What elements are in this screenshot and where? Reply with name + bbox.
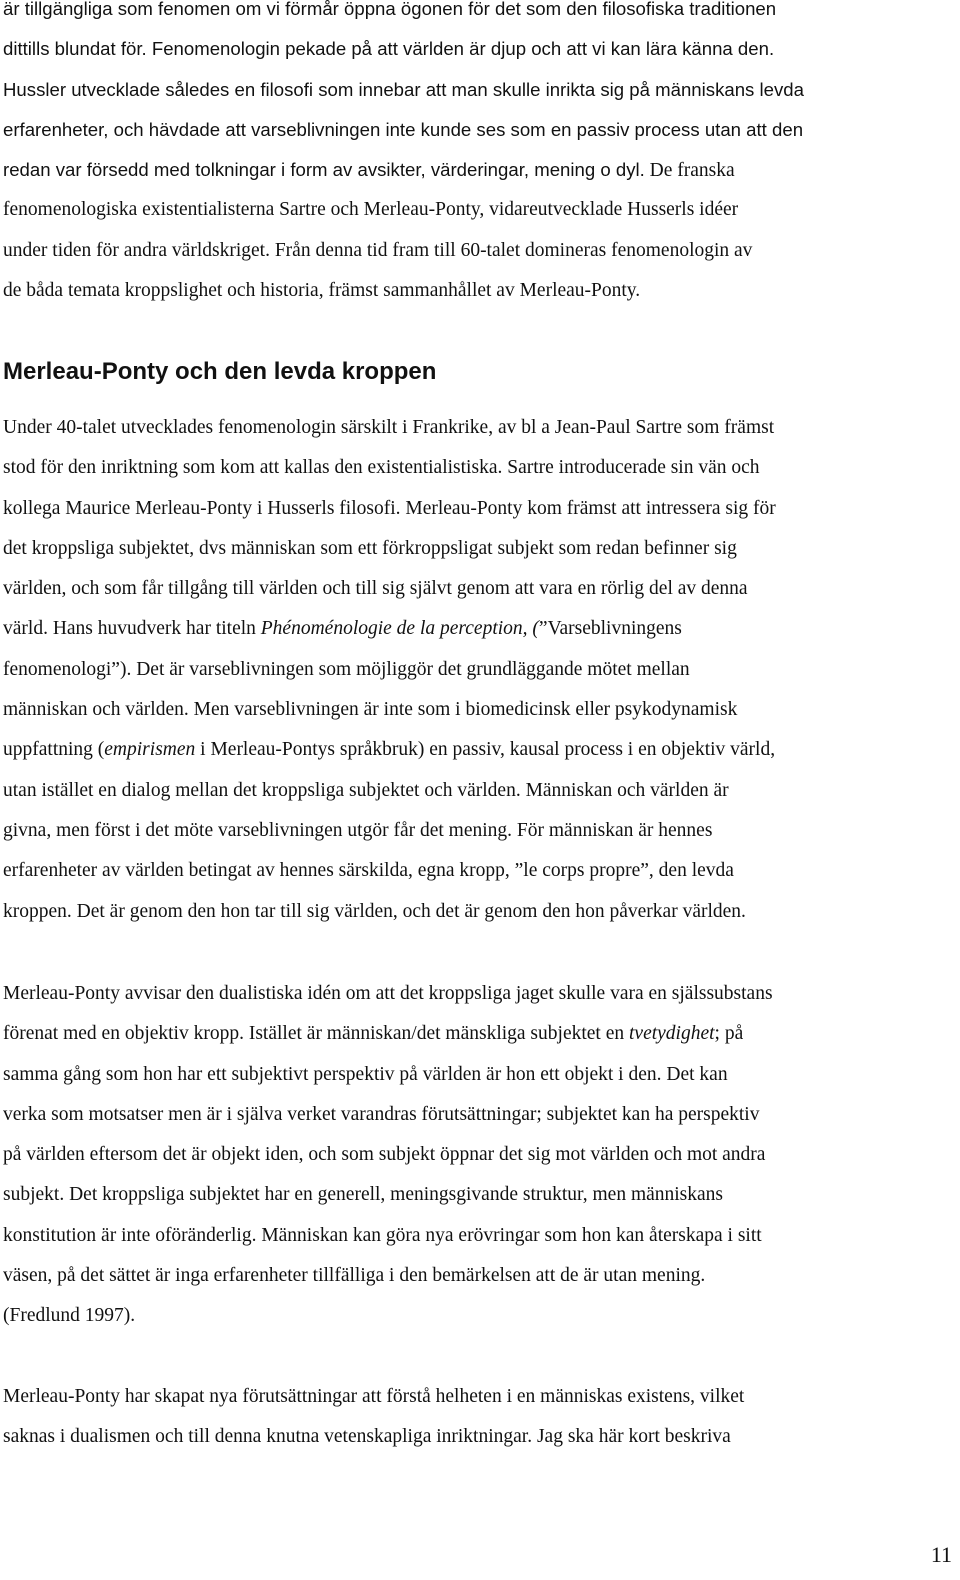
text-line: de båda temata kroppslighet och historia, främst sammanhållet av Merleau-Ponty. [3, 280, 641, 302]
text-line: fenomenologiska existentialisterna Sartre och Merleau-Ponty, vidareutvecklade Husserls idéer [3, 199, 739, 221]
text-line: erfarenheter, och hävdade att varseblivningen inte kunde ses som en passiv process utan att den [3, 118, 804, 140]
book-title: Phénoménologie de la perception, ( [260, 618, 539, 640]
italic-term: tvetydighet [629, 1023, 715, 1045]
text-line: utan istället en dialog mellan det kroppsliga subjektet och världen. Människan och världen är [3, 779, 729, 801]
text-run: De franska [649, 160, 735, 182]
text-line: verka som motsatser men är i själva verket varandras förutsättningar; subjektet kan ha perspektiv [3, 1103, 760, 1125]
text-line: under tiden för andra världskriget. Från denna tid fram till 60-talet domineras fenomenologin av [3, 239, 753, 261]
text-line: väsen, på det sättet är inga erfarenheter tillfälliga i den bemärkelsen att de är utan mening. [3, 1265, 706, 1287]
text-run: förenat med en objektiv kropp. Istället är människan/det mänskliga subjektet en [3, 1023, 629, 1045]
text-line: (Fredlund 1997). [3, 1305, 136, 1327]
text-run: ; på [714, 1023, 744, 1045]
text-line: samma gång som hon har ett subjektivt perspektiv på världen är hon ett objekt i den. Det kan [3, 1063, 728, 1085]
text-line: Hussler utvecklade således en filosofi som innebar att man skulle inrikta sig på människans levda [3, 78, 804, 100]
section-paragraph-2 [3, 974, 955, 1337]
text-line: kollega Maurice Merleau-Ponty i Husserls filosofi. Merleau-Ponty kom främst att intressera sig för [3, 497, 776, 519]
text-line: Merleau-Ponty avvisar den dualistiska idén om att det kroppsliga jaget skulle vara en själssubstans [3, 983, 773, 1004]
text-line: fenomenologi”). Det är varseblivningen som möjliggör det grundläggande mötet mellan [3, 658, 690, 680]
text-line [3, 609, 955, 649]
text-line: stod för den inriktning som kom att kallas den existentialistiska. Sartre introducerade sin vän och [3, 457, 760, 479]
italic-term: empirismen [104, 739, 196, 761]
intro-paragraph [3, 0, 955, 311]
section-paragraph-1 [3, 408, 955, 932]
text-line [3, 150, 955, 190]
text-run: ”Varseblivningens [538, 618, 682, 640]
text-line: Merleau-Ponty har skapat nya förutsättningar att förstå helheten i en människas existens, vilket [3, 1386, 745, 1407]
text-line: är tillgängliga som fenomen om vi förmår öppna ögonen för det som den filosofiska traditionen [3, 0, 777, 19]
text-run: redan var försedd med tolkningar i form av avsikter, värderingar, mening o dyl. [3, 159, 645, 181]
text-line [3, 1014, 955, 1054]
text-line: konstitution är inte oföränderlig. Människan kan göra nya erövringar som hon kan återskapa i sitt [3, 1224, 762, 1246]
text-line: subjekt. Det kroppsliga subjektet har en generell, meningsgivande struktur, men människans [3, 1184, 724, 1206]
section-paragraph-3 [3, 1377, 955, 1458]
text-line [3, 730, 955, 770]
text-line: dittills blundat för. Fenomenologin pekade på att världen är djup och att vi kan lära känna den. [3, 38, 775, 60]
text-line: på världen eftersom det är objekt iden, och som subjekt öppnar det sig mot världen och mot andra [3, 1144, 766, 1166]
text-line: saknas i dualismen och till denna knutna vetenskapliga inriktningar. Jag ska här kort beskriva [3, 1426, 731, 1448]
text-line: erfarenheter av världen betingat av hennes särskilda, egna kropp, ”le corps propre”, den levda [3, 860, 734, 882]
text-run: i Merleau-Pontys språkbruk) en passiv, kausal process i en objektiv värld, [195, 739, 776, 761]
section-heading: Merleau-Ponty och den levda kroppen [3, 358, 437, 385]
text-line: Under 40-talet utvecklades fenomenologin särskilt i Frankrike, av bl a Jean-Paul Sartre som främst [3, 417, 775, 438]
text-line: det kroppsliga subjektet, dvs människan som ett förkroppsligat subjekt som redan befinner sig [3, 537, 737, 559]
text-run: värld. Hans huvudverk har titeln [3, 618, 261, 640]
text-line: kroppen. Det är genom den hon tar till sig världen, och det är genom den hon påverkar världen. [3, 900, 746, 922]
text-line: människan och världen. Men varseblivningen är inte som i biomedicinsk eller psykodynamisk [3, 699, 738, 721]
text-line: världen, och som får tillgång till världen och till sig självt genom att vara en rörlig del av denna [3, 578, 748, 600]
page-number: 11 [930, 1542, 952, 1567]
text-line: givna, men först i det möte varseblivningen utgör får det mening. För människan är hennes [3, 819, 713, 841]
text-run: uppfattning ( [3, 739, 105, 761]
